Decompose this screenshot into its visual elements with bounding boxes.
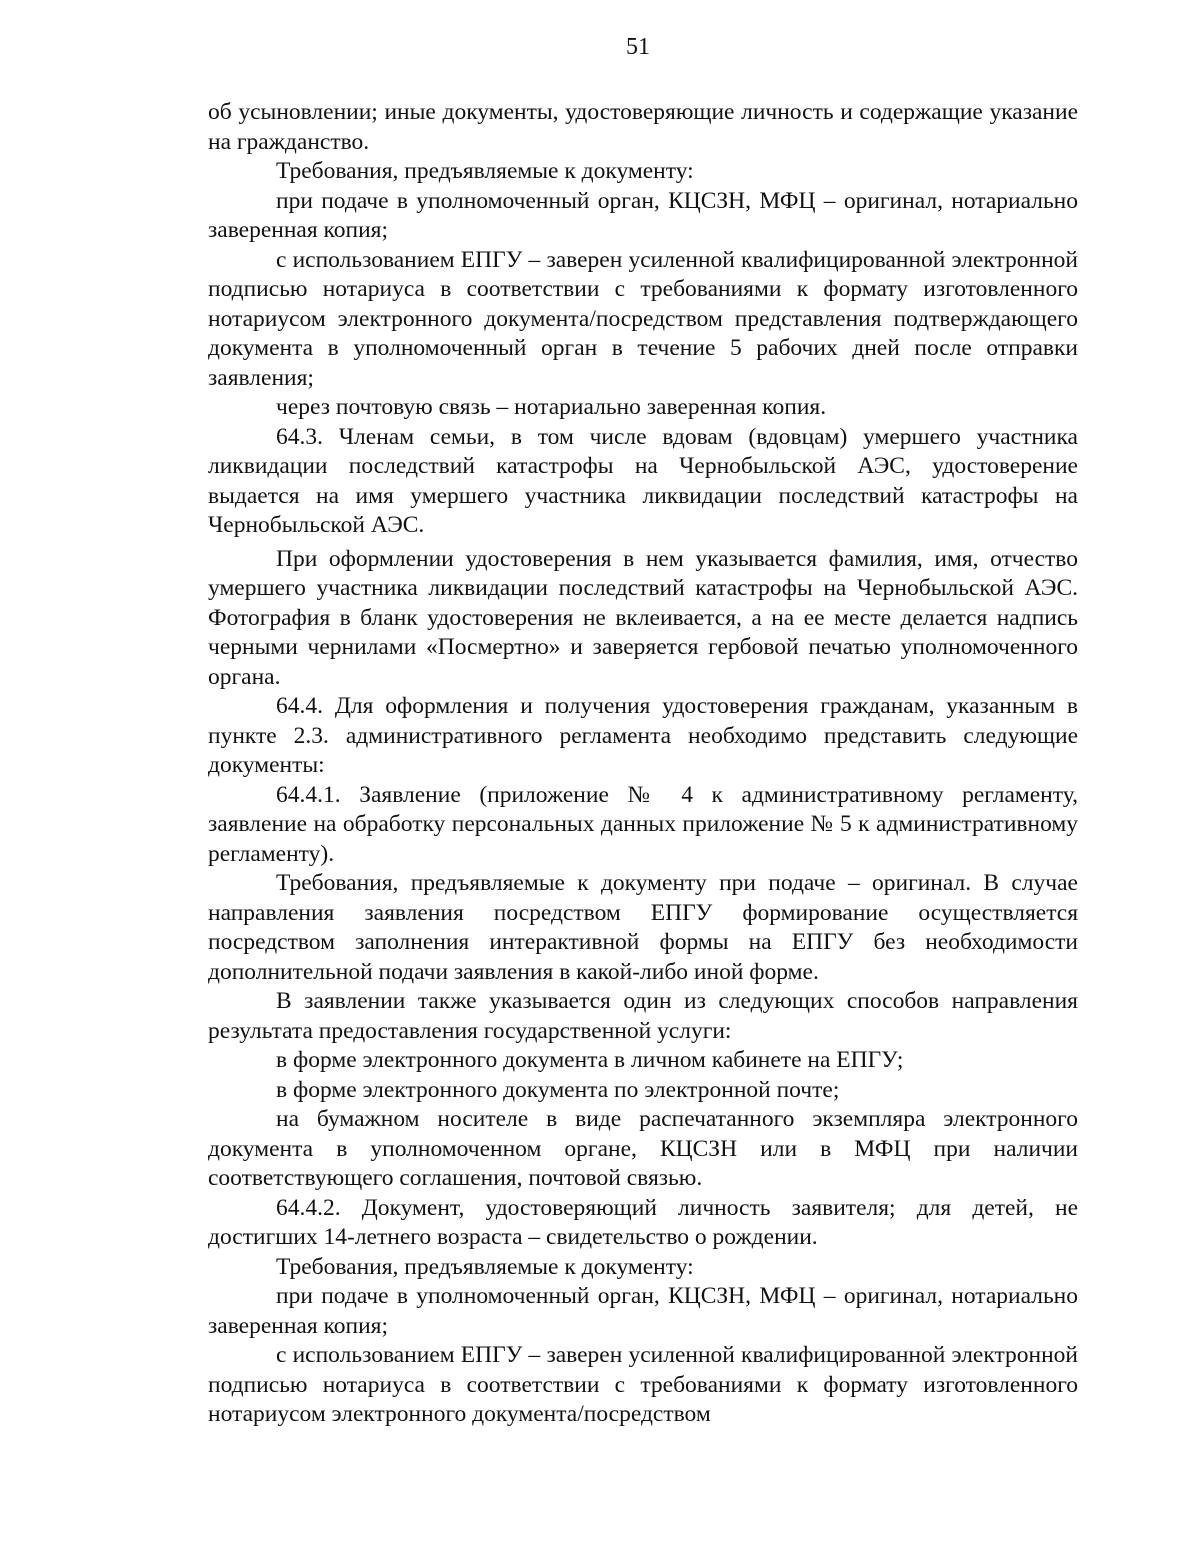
- paragraph: 64.4. Для оформления и получения удостоверения гражданам, указанным в пункте 2.3. административного регламента необходимо представить следующие документы:: [208, 693, 1078, 778]
- paragraph: с использованием ЕПГУ – заверен усиленной квалифицированной электронной подписью нотариуса в соответствии с требованиями к формату изготовленного нотариусом электронного документа/посредством: [208, 1342, 1078, 1427]
- paragraph: 64.3. Членам семьи, в том числе вдовам (вдовцам) умершего участника ликвидации последствий катастрофы на Чернобыльской АЭС, удостоверение выдается на имя умершего участника ликвидации последствий катастрофы на Чернобыльской АЭС.: [208, 423, 1078, 538]
- paragraph: на бумажном носителе в виде распечатанного экземпляра электронного документа в уполномоченном органе, КЦСЗН или в МФЦ при наличии соответствующего соглашения, почтовой связью.: [208, 1106, 1078, 1191]
- paragraph: в форме электронного документа по электронной почте;: [276, 1076, 840, 1103]
- paragraph: При оформлении удостоверения в нем указывается фамилия, имя, отчество умершего участника ликвидации последствий катастрофы на Чернобыльской АЭС. Фотография в бланк удостоверения не вклеивается, а на ее месте делается надпись черными чернилами «Посмертно» и заверяется гербовой печатью уполномоченного органа.: [208, 545, 1078, 690]
- paragraph: 64.4.2. Документ, удостоверяющий личность заявителя; для детей, не достигших 14-летнего возраста – свидетельство о рождении.: [208, 1194, 1078, 1250]
- paragraph: через почтовую связь – нотариально заверенная копия.: [276, 394, 827, 420]
- paragraph: при подаче в уполномоченный орган, КЦСЗН, МФЦ – оригинал, нотариально заверенная копия;: [208, 1283, 1078, 1339]
- paragraph: В заявлении также указывается один из следующих способов направления результата предоставления государственной услуги:: [208, 988, 1078, 1044]
- paragraph: Требования, предъявляемые к документу:: [276, 1253, 694, 1280]
- paragraph: с использованием ЕПГУ – заверен усиленной квалифицированной электронной подписью нотариуса в соответствии с требованиями к формату изготовленного нотариусом электронного документа/посредством представления подтверждающего документа в уполномоченный орган в течение 5 рабочих дней после отправки заявления;: [208, 246, 1078, 391]
- page-number: 51: [626, 34, 650, 60]
- paragraph: об усыновлении; иные документы, удостоверяющие личность и содержащие указание на гражданство.: [208, 99, 1078, 155]
- paragraph: в форме электронного документа в личном кабинете на ЕПГУ;: [276, 1047, 904, 1073]
- document-body: [208, 98, 1078, 1430]
- paragraph: Требования, предъявляемые к документу при подаче – оригинал. В случае направления заявления посредством ЕПГУ формирование осуществляется посредством заполнения интерактивной формы на ЕПГУ без необходимости дополнительной подачи заявления в какой-либо иной форме.: [208, 870, 1078, 985]
- paragraph: при подаче в уполномоченный орган, КЦСЗН, МФЦ – оригинал, нотариально заверенная копия;: [208, 187, 1078, 243]
- paragraph: 64.4.1. Заявление (приложение № 4 к административному регламенту, заявление на обработку персональных данных приложение № 5 к административному регламенту).: [208, 781, 1078, 867]
- paragraph: Требования, предъявляемые к документу:: [276, 158, 694, 184]
